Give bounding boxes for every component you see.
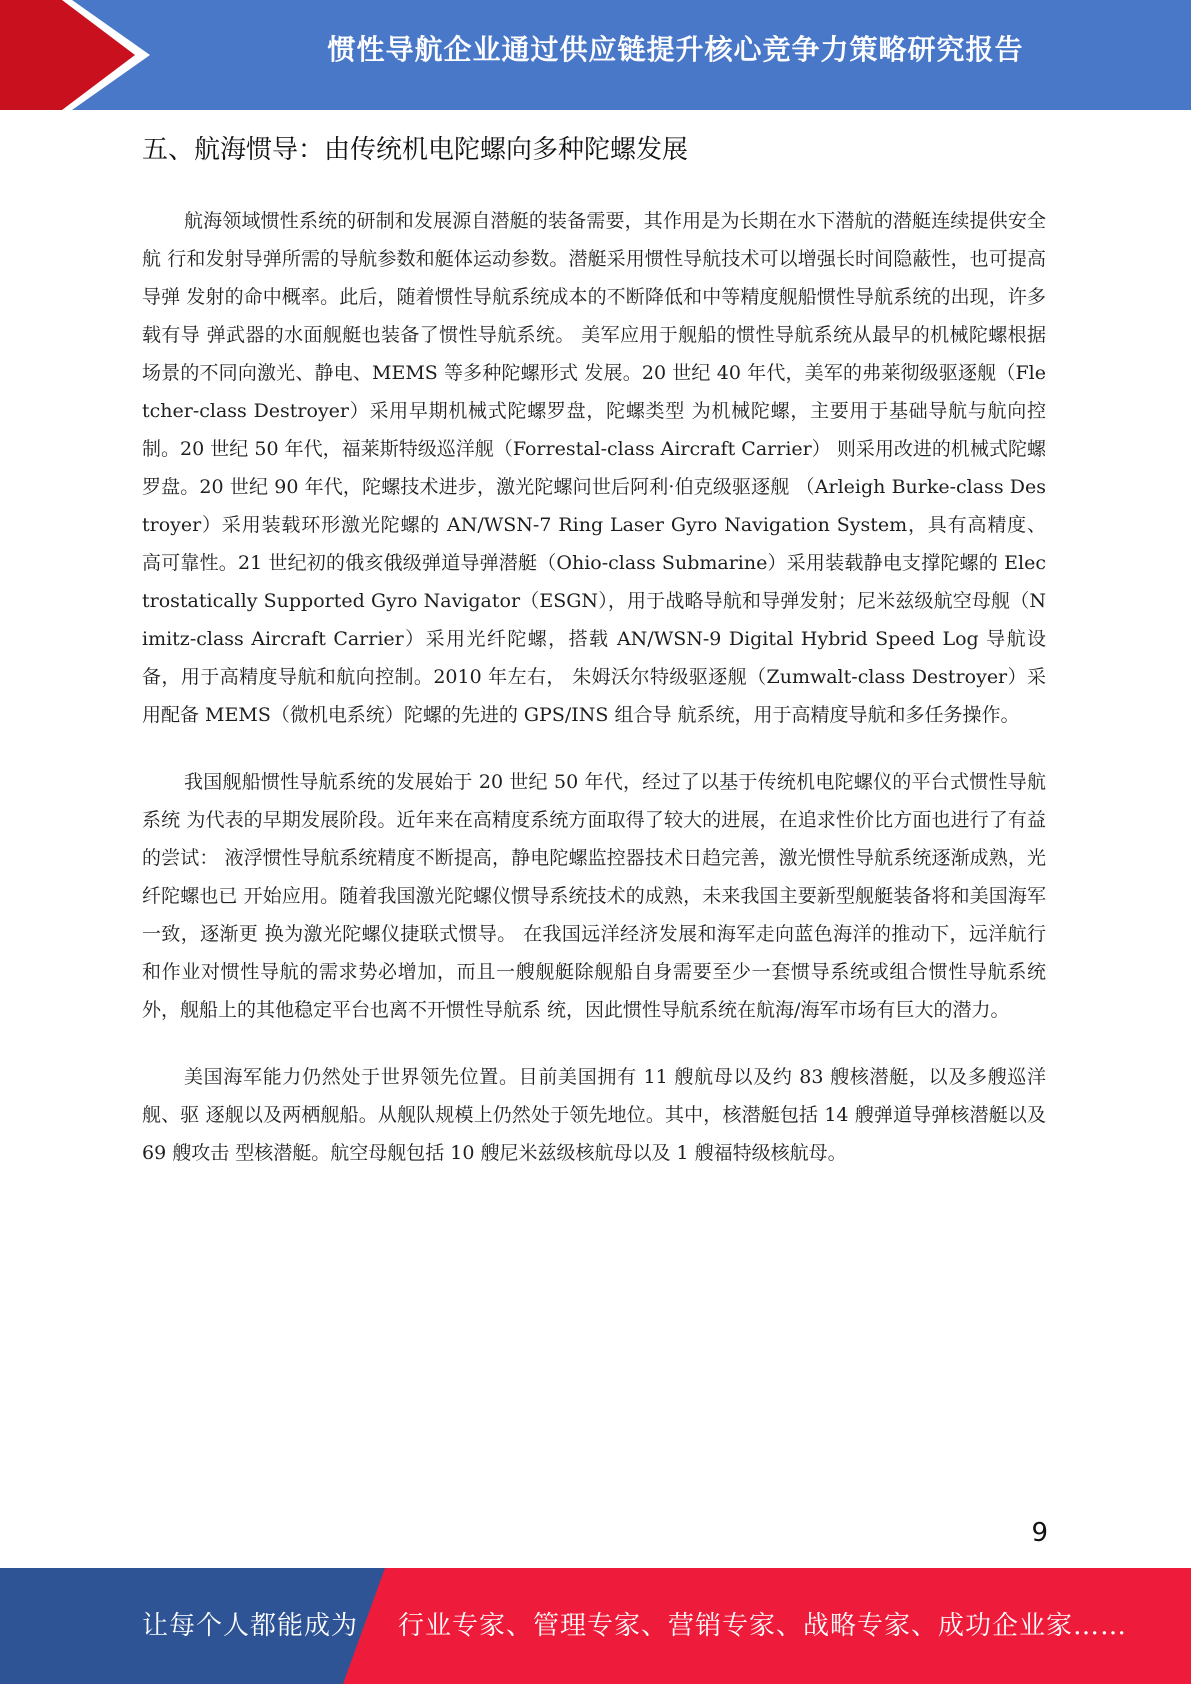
footer-slogan-left: 让每个人都能成为 — [142, 1611, 359, 1641]
section-title: 五、航海惯导：由传统机电陀螺向多种陀螺发展 — [142, 135, 689, 165]
page-number: 9 — [1031, 1518, 1048, 1548]
report-title: 惯性导航企业通过供应链提升核心竞争力策略研究报告 — [327, 33, 1024, 66]
page-footer — [0, 1568, 1191, 1684]
paragraph-1: 航海领域惯性系统的研制和发展源自潜艇的装备需要，其作用是为长期在水下潜航的潜艇连续提供安全航 行和发射导弹所需的导航参数和艇体运动参数。潜艇采用惯性导航技术可以增强长时间隐蔽性，也可提高导弹 发射的命中概率。此后，随着惯性导航系统成本的不断降低和中等精度舰船惯性导航系统的出现，许多载有导 弹武器的水面舰艇也装备了惯性导航系统。 美军应用于舰船的惯性导航系统从最早的机械陀螺根据场景的不同向激光、静电、MEMS 等多种陀螺形式 发展。20 世纪 40 年代，美军的弗莱彻级驱逐舰（Fletcher-class Destroyer）采用早期机械式陀螺罗盘，陀螺类型 为机械陀螺，主要用于基础导航与航向控制。20 世纪 50 年代，福莱斯特级巡洋舰（Forrestal-class Aircraft Carrier） 则采用改进的机械式陀螺罗盘。20 世纪 90 年代，陀螺技术进步，激光陀螺问世后阿利·伯克级驱逐舰 （Arleigh Burke-class Destroyer）采用装载环形激光陀螺的 AN/WSN-7 Ring Laser Gyro Navigation System，具有高精度、 高可靠性。21 世纪初的俄亥俄级弹道导弹潜艇（Ohio-class Submarine）采用装载静电支撑陀螺的 Electrostatically Supported Gyro Navigator（ESGN），用于战略导航和导弹发射；尼米兹级航空母舰（Nimitz-class Aircraft Carrier）采用光纤陀螺，搭载 AN/WSN-9 Digital Hybrid Speed Log 导航设备，用于高精度导航和航向控制。2010 年左右， 朱姆沃尔特级驱逐舰（Zumwalt-class Destroyer）采用配备 MEMS（微机电系统）陀螺的先进的 GPS/INS 组合导 航系统，用于高精度导航和多任务操作。 — [142, 210, 1046, 726]
paragraph-2: 我国舰船惯性导航系统的发展始于 20 世纪 50 年代，经过了以基于传统机电陀螺仪的平台式惯性导航系统 为代表的早期发展阶段。近年来在高精度系统方面取得了较大的进展，在追求性价比方面也进行了有益的尝试： 液浮惯性导航系统精度不断提高，静电陀螺监控器技术日趋完善，激光惯性导航系统逐渐成熟，光纤陀螺也已 开始应用。随着我国激光陀螺仪惯导系统技术的成熟，未来我国主要新型舰艇装备将和美国海军一致，逐渐更 换为激光陀螺仪捷联式惯导。 在我国远洋经济发展和海军走向蓝色海洋的推动下，远洋航行和作业对惯性导航的需求势必增加，而且一艘舰艇除舰船自身需要至少一套惯导系统或组合惯性导航系统外，舰船上的其他稳定平台也离不开惯性导航系 统，因此惯性导航系统在航海/海军市场有巨大的潜力。 — [142, 771, 1046, 1021]
footer-slogan-right: 行业专家、管理专家、营销专家、战略专家、成功企业家…… — [398, 1611, 1128, 1641]
paragraph-3: 美国海军能力仍然处于世界领先位置。目前美国拥有 11 艘航母以及约 83 艘核潜艇，以及多艘巡洋舰、驱 逐舰以及两栖舰船。从舰队规模上仍然处于领先地位。其中，核潜艇包括 14 艘弹道导弹核潜艇以及 69 艘攻击 型核潜艇。航空母舰包括 10 艘尼米兹级核航母以及 1 艘福特级核航母。 — [142, 1066, 1046, 1164]
main-content — [142, 128, 1046, 1201]
page-header — [0, 0, 1191, 110]
header-arrow-decoration — [0, 0, 160, 110]
